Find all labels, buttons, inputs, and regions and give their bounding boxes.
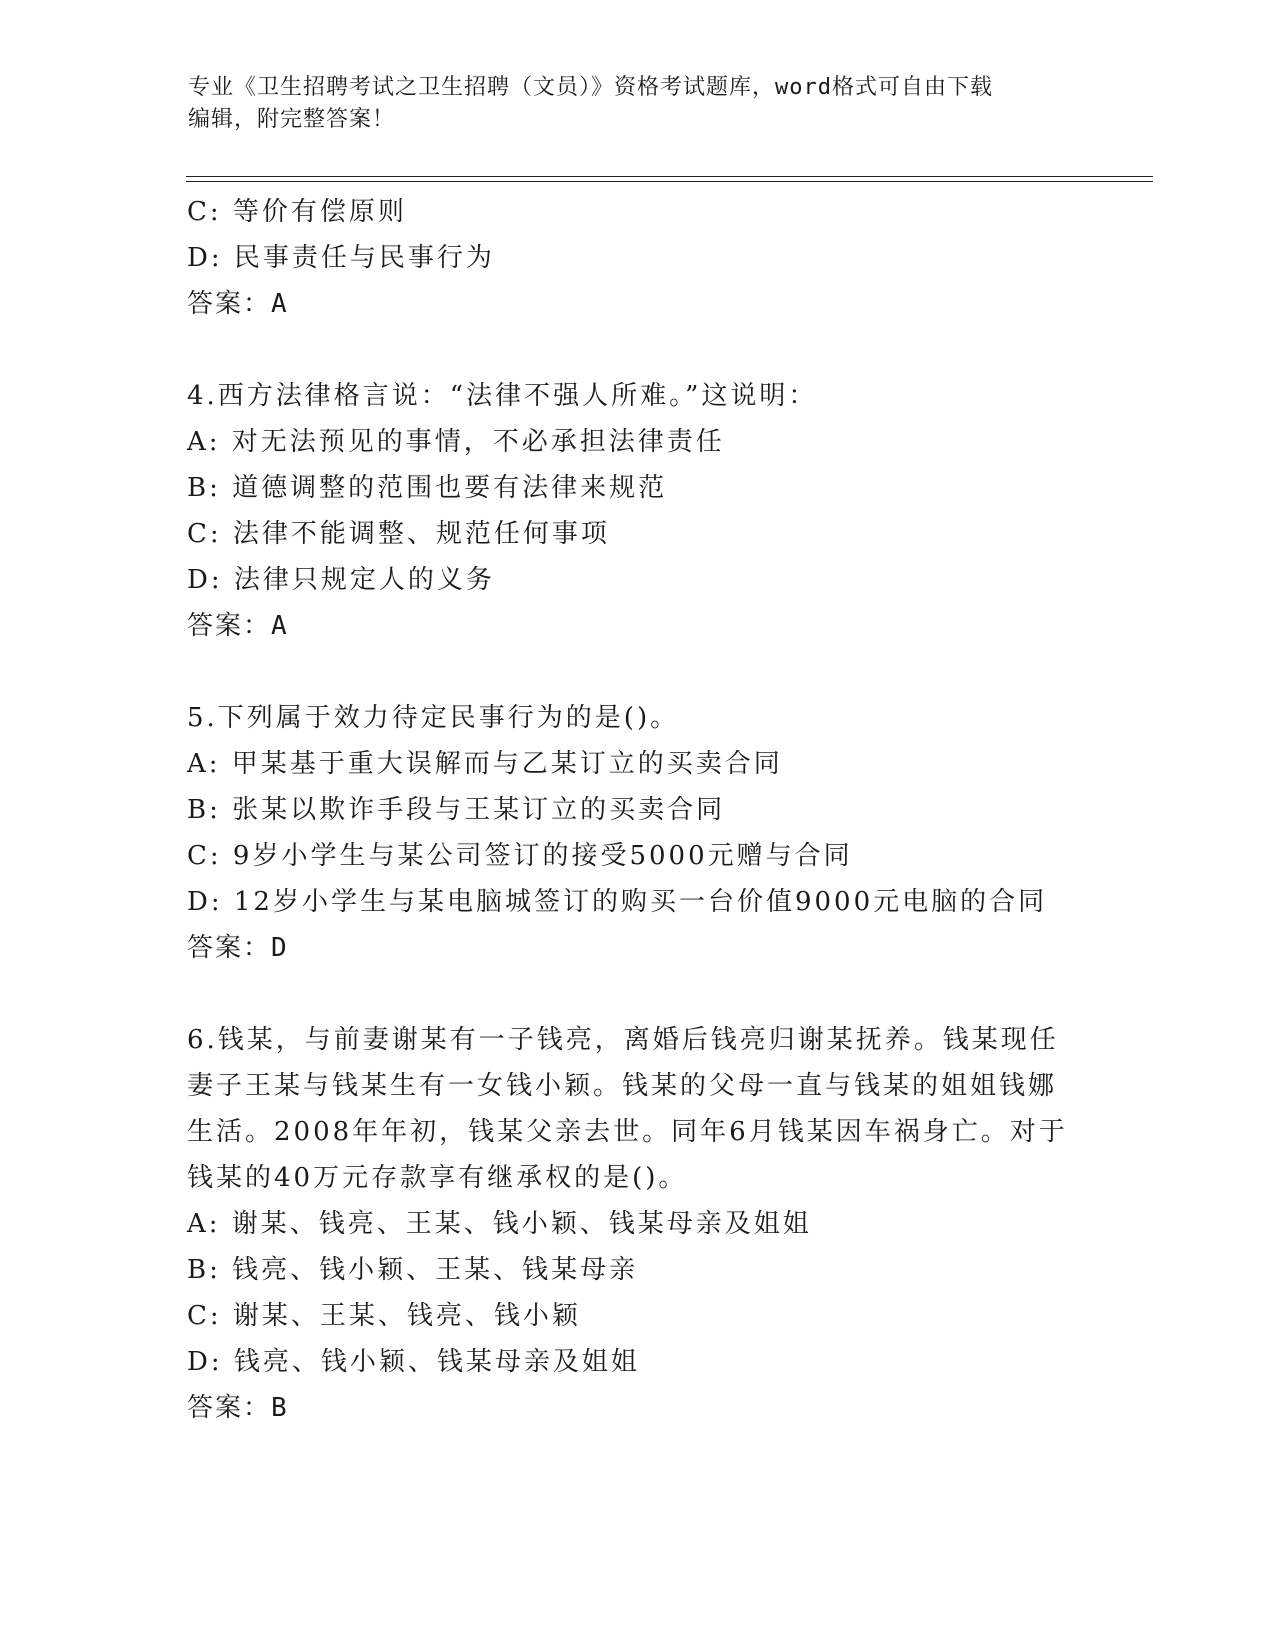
question-3-tail <box>187 189 1087 327</box>
answer: 答案：A <box>187 611 289 641</box>
question-stem: 4.西方法律格言说：“法律不强人所难。”这说明： <box>187 381 818 411</box>
header-rule-bottom <box>186 181 1153 182</box>
option-c: C: 9岁小学生与某公司签订的接受5000元赠与合同 <box>187 841 853 871</box>
option-c: C: 法律不能调整、规范任何事项 <box>187 519 610 549</box>
answer: 答案：A <box>187 289 289 319</box>
option-b: B: 道德调整的范围也要有法律来规范 <box>187 473 668 503</box>
question-5 <box>187 695 1087 971</box>
option-d: D: 钱亮、钱小颖、钱某母亲及姐姐 <box>187 1347 640 1377</box>
option-a: A: 甲某基于重大误解而与乙某订立的买卖合同 <box>187 749 783 779</box>
option-c: C: 谢某、王某、钱亮、钱小颖 <box>187 1301 581 1331</box>
option-b: B: 钱亮、钱小颖、王某、钱某母亲 <box>187 1255 639 1285</box>
header-rule-top <box>186 176 1153 177</box>
header-line-1: 专业《卫生招聘考试之卫生招聘（文员）》资格考试题库，word格式可自由下载 <box>188 75 993 100</box>
header-line-2: 编辑，附完整答案！ <box>188 107 396 132</box>
spacer <box>187 649 1087 695</box>
question-stem-line-1: 6.钱某，与前妻谢某有一子钱亮，离婚后钱亮归谢某抚养。钱某现任 <box>187 1025 1059 1055</box>
option-a: A: 谢某、钱亮、王某、钱小颖、钱某母亲及姐姐 <box>187 1209 812 1239</box>
option-c: C: 等价有偿原则 <box>187 197 407 227</box>
spacer <box>187 971 1087 1017</box>
option-b: B: 张某以欺诈手段与王某订立的买卖合同 <box>187 795 726 825</box>
question-list <box>187 189 1087 1431</box>
question-stem-line-3: 生活。2008年年初，钱某父亲去世。同年6月钱某因车祸身亡。对于 <box>187 1117 1068 1147</box>
document-header <box>188 72 1088 136</box>
answer: 答案：B <box>187 1393 289 1423</box>
question-stem: 5.下列属于效力待定民事行为的是()。 <box>187 703 680 733</box>
question-stem-line-4: 钱某的40万元存款享有继承权的是()。 <box>187 1163 688 1193</box>
option-d: D: 法律只规定人的义务 <box>187 565 495 595</box>
option-a: A: 对无法预见的事情，不必承担法律责任 <box>187 427 725 457</box>
spacer <box>187 327 1087 373</box>
question-stem-line-2: 妻子王某与钱某生有一女钱小颖。钱某的父母一直与钱某的姐姐钱娜 <box>187 1071 1058 1101</box>
option-d: D: 12岁小学生与某电脑城签订的购买一台价值9000元电脑的合同 <box>187 887 1048 917</box>
option-d: D: 民事责任与民事行为 <box>187 243 495 273</box>
question-4 <box>187 373 1087 649</box>
question-6 <box>187 1017 1087 1431</box>
answer: 答案：D <box>187 933 289 963</box>
